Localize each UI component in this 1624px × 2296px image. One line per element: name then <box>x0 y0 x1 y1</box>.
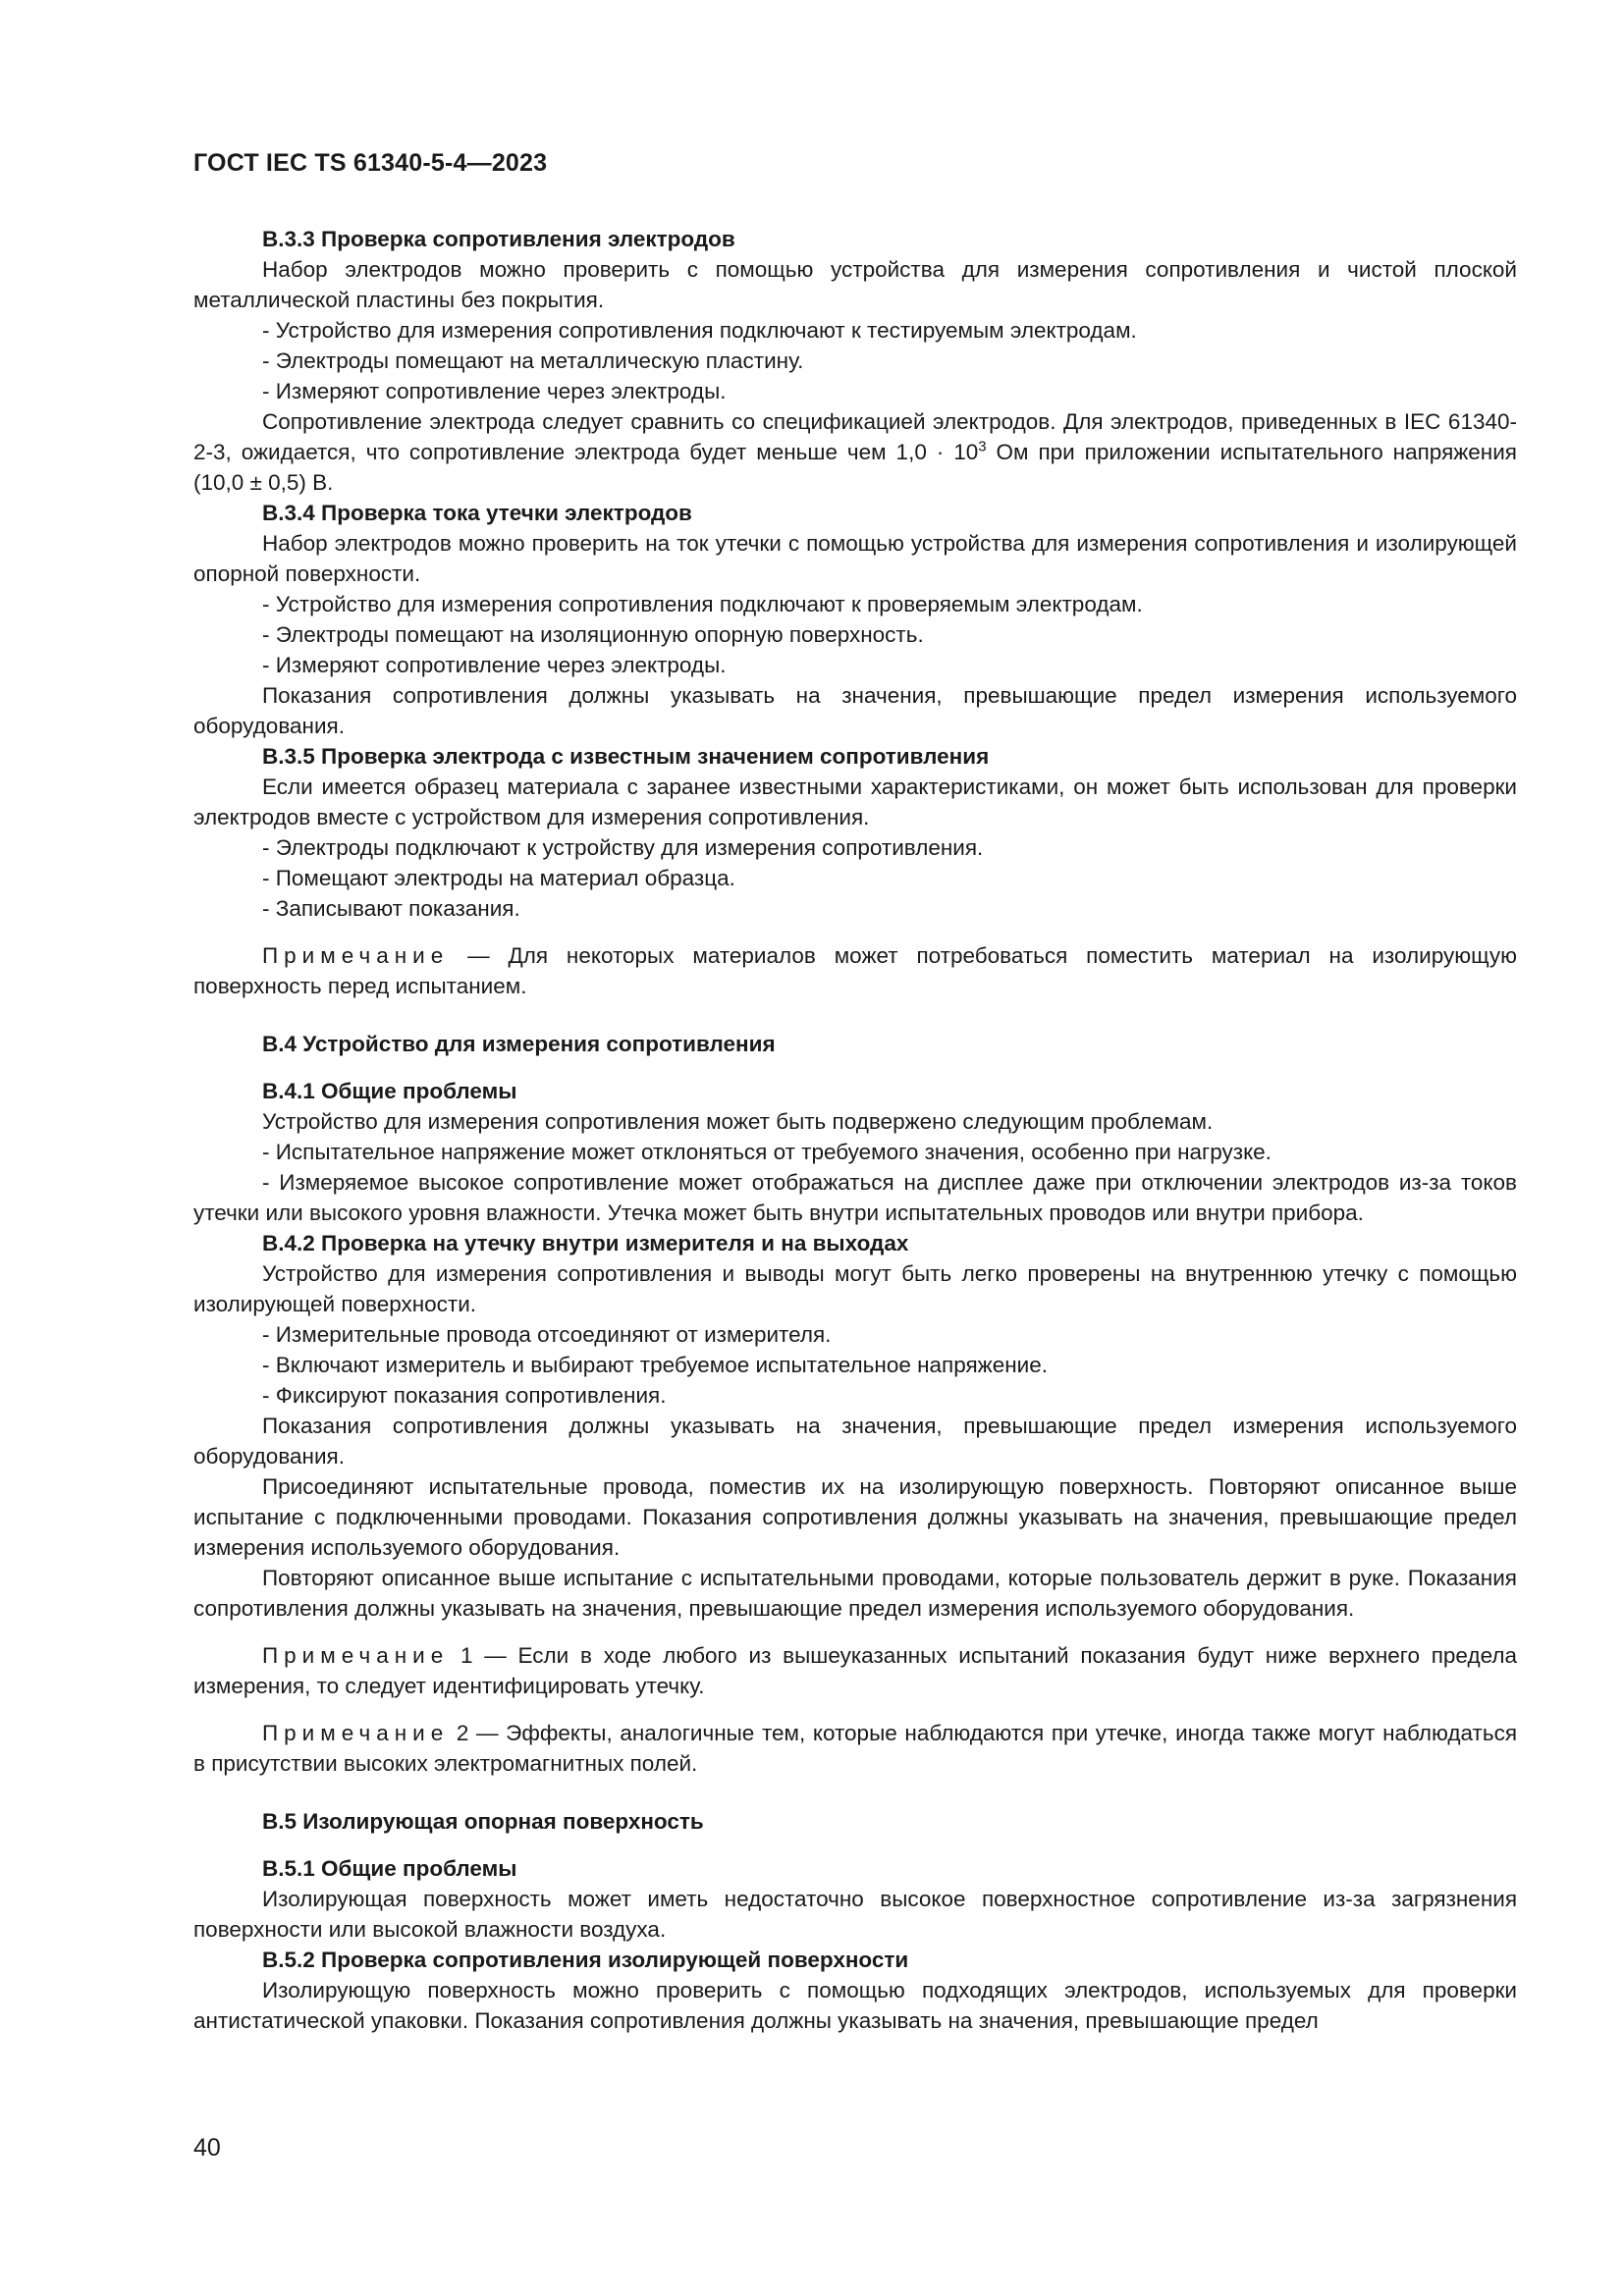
section-heading-b35: В.3.5 Проверка электрода с известным значением сопротивления <box>262 744 990 769</box>
paragraph-b35-intro: Если имеется образец материала с заранее известными характеристиками, он может быть использован для проверки электродов вместе с устройством для измерения сопротивления. <box>193 774 1517 829</box>
section-heading-b52: В.5.2 Проверка сопротивления изолирующей поверхности <box>262 1948 909 1972</box>
section-heading-b41: В.4.1 Общие проблемы <box>262 1079 517 1103</box>
paragraph-b51: Изолирующая поверхность может иметь недостаточно высокое поверхностное сопротивление из-за загрязнения поверхности или высокой влажности воздуха. <box>193 1887 1517 1942</box>
list-item: - Измеряют сопротивление через электроды. <box>262 379 727 403</box>
list-item: - Устройство для измерения сопротивления подключают к тестируемым электродам. <box>262 318 1137 343</box>
paragraph-b42-intro: Устройство для измерения сопротивления и выводы могут быть легко проверены на внутреннюю утечку с помощью изолирующей поверхности. <box>193 1261 1517 1316</box>
section-heading-b42: В.4.2 Проверка на утечку внутри измерителя и на выходах <box>262 1231 909 1255</box>
paragraph-b41-intro: Устройство для измерения сопротивления может быть подвержено следующим проблемам. <box>262 1109 1214 1134</box>
section-heading-b51: В.5.1 Общие проблемы <box>262 1856 517 1881</box>
document-header: ГОСТ IEC TS 61340-5-4—2023 <box>193 149 548 177</box>
note-text: — Для некоторых материалов может потребоваться поместить материал на изолирующую поверхность перед испытанием. <box>193 943 1517 998</box>
list-item: - Электроды помещают на изоляционную опорную поверхность. <box>262 622 924 647</box>
result-text-after: Ом при приложении испытательного напряжения (10,0 ± 0,5) В. <box>193 440 1517 495</box>
paragraph-b33-result <box>193 406 1517 498</box>
note-text: 1 — Если в ходе любого из вышеуказанных испытаний показания будут ниже верхнего предела измерения, то следует идентифицировать утечку. <box>193 1643 1517 1698</box>
note-text: 2 — Эффекты, аналогичные тем, которые наблюдаются при утечке, иногда также могут наблюдаться в присутствии высоких электромагнитных полей. <box>193 1721 1517 1776</box>
note-b35 <box>193 940 1517 1001</box>
paragraph-b42-result3: Повторяют описанное выше испытание с испытательными проводами, которые пользователь держит в руке. Показания сопротивления должны указывать на значения, превышающие предел измерения используемого оборудования. <box>193 1566 1517 1621</box>
paragraph-b42-result2: Присоединяют испытательные провода, поместив их на изолирующую поверхность. Повторяют описанное выше испытание с подключенными проводами. Показания сопротивления должны указывать на значения, превышающие предел измерения используемого оборудования. <box>193 1474 1517 1560</box>
list-item: - Устройство для измерения сопротивления подключают к проверяемым электродам. <box>262 592 1143 616</box>
page-number: 40 <box>193 2134 221 2162</box>
paragraph-b34-result: Показания сопротивления должны указывать на значения, превышающие предел измерения используемого оборудования. <box>193 683 1517 738</box>
exponent: 3 <box>978 438 987 455</box>
section-heading-b34: В.3.4 Проверка тока утечки электродов <box>262 501 692 525</box>
note-b42-1 <box>193 1640 1517 1701</box>
section-heading-b4: В.4 Устройство для измерения сопротивления <box>262 1032 776 1056</box>
paragraph-b34-intro: Набор электродов можно проверить на ток утечки с помощью устройства для измерения сопротивления и изолирующей опорной поверхности. <box>193 531 1517 586</box>
list-item: - Испытательное напряжение может отклоняться от требуемого значения, особенно при нагрузке. <box>262 1140 1272 1164</box>
document-body <box>193 224 1517 2036</box>
paragraph-b33-intro: Набор электродов можно проверить с помощью устройства для измерения сопротивления и чистой плоской металлической пластины без покрытия. <box>193 257 1517 312</box>
list-item: - Электроды подключают к устройству для измерения сопротивления. <box>262 835 984 860</box>
section-heading-b5: В.5 Изолирующая опорная поверхность <box>262 1809 704 1834</box>
list-item: - Измеряемое высокое сопротивление может отображаться на дисплее даже при отключении электродов из-за токов утечки или высокого уровня влажности. Утечка может быть внутри испытательных проводов или внутри прибора. <box>193 1170 1517 1225</box>
note-b42-2 <box>193 1718 1517 1779</box>
paragraph-b42-result1: Показания сопротивления должны указывать на значения, превышающие предел измерения используемого оборудования. <box>193 1414 1517 1468</box>
list-item: - Записывают показания. <box>262 896 520 921</box>
note-label: Примечание <box>262 1643 450 1668</box>
paragraph-b52: Изолирующую поверхность можно проверить с помощью подходящих электродов, используемых для проверки антистатической упаковки. Показания сопротивления должны указывать на значения, превышающие предел <box>193 1978 1517 2033</box>
note-label: Примечание <box>262 943 450 968</box>
list-item: - Измерительные провода отсоединяют от измерителя. <box>262 1322 832 1347</box>
list-item: - Включают измеритель и выбирают требуемое испытательное напряжение. <box>262 1353 1049 1377</box>
list-item: - Измеряют сопротивление через электроды. <box>262 653 727 677</box>
list-item: - Фиксируют показания сопротивления. <box>262 1383 667 1408</box>
list-item: - Помещают электроды на материал образца. <box>262 866 735 890</box>
section-heading-b33: В.3.3 Проверка сопротивления электродов <box>262 227 735 251</box>
note-label: Примечание <box>262 1721 450 1745</box>
result-text-before: Сопротивление электрода следует сравнить со спецификацией электродов. Для электродов, приведенных в IEC 61340-2-3, ожидается, что сопротивление электрода будет меньше чем 1,0 · 10 <box>193 409 1517 464</box>
list-item: - Электроды помещают на металлическую пластину. <box>262 348 804 373</box>
